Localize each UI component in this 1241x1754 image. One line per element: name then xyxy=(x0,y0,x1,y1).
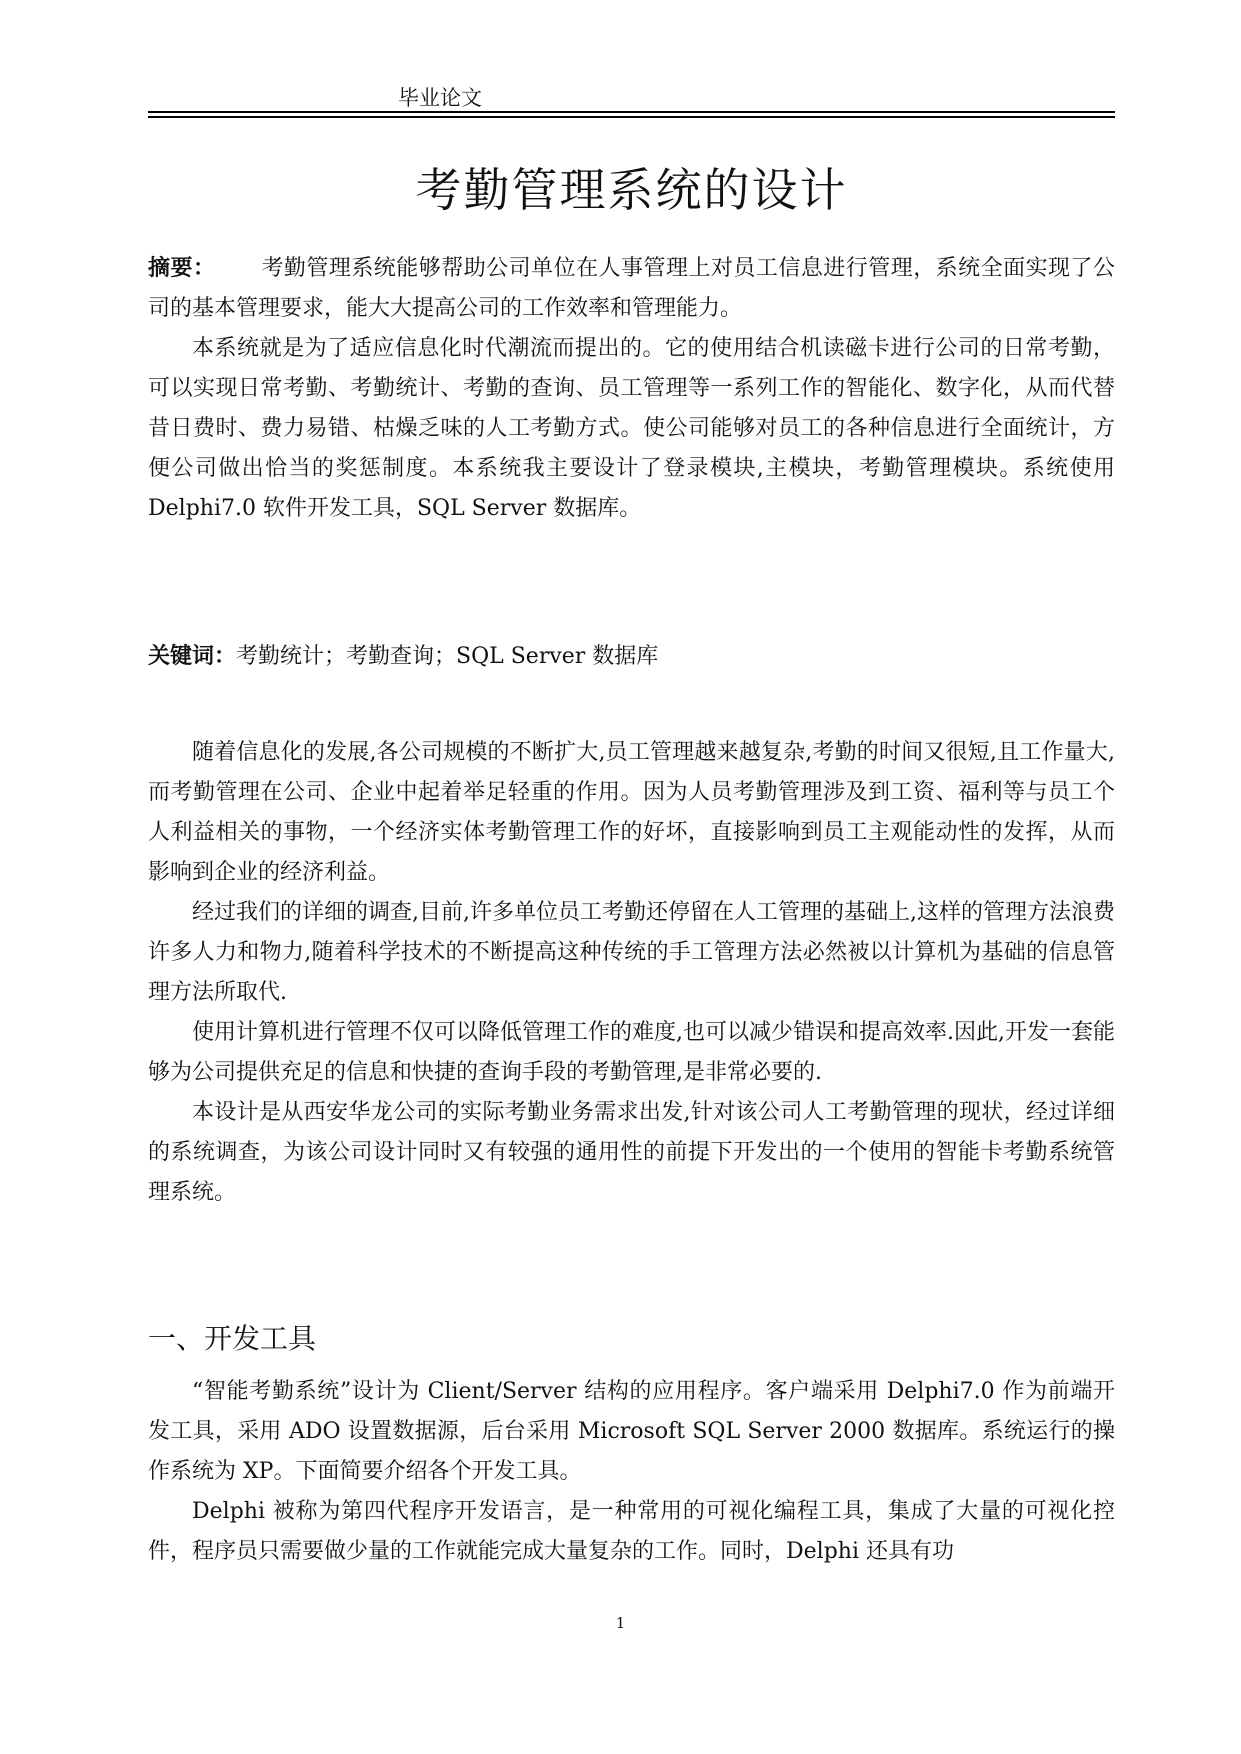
page-title: 考勤管理系统的设计 xyxy=(415,163,848,217)
intro-paragraph-3: 使用计算机进行管理不仅可以降低管理工作的难度,也可以减少错误和提高效率.因此,开发一套能够为公司提供充足的信息和快捷的查询手段的考勤管理,是非常必要的. xyxy=(148,1020,1115,1085)
abstract-section xyxy=(148,249,1115,529)
abstract-paragraph-2: 本系统就是为了适应信息化时代潮流而提出的。它的使用结合机读磁卡进行公司的日常考勤，可以实现日常考勤、考勤统计、考勤的查询、员工管理等一系列工作的智能化、数字化，从而代替昔日费时、费力易错、枯燥乏味的人工考勤方式。使公司能够对员工的各种信息进行全面统计，方便公司做出恰当的奖惩制度。本系统我主要设计了登录模块,主模块，考勤管理模块。系统使用 Delphi7.0 软件开发工具，SQL Server 数据库。 xyxy=(148,336,1115,521)
abstract-paragraph-1 xyxy=(148,249,1115,329)
dev-tools-section xyxy=(148,1372,1115,1572)
abstract-label: 摘要： xyxy=(148,256,216,281)
tools-paragraph-2: Delphi 被称为第四代程序开发语言，是一种常用的可视化编程工具，集成了大量的可视化控件，程序员只需要做少量的工作就能完成大量复杂的工作。同时，Delphi 还具有功 xyxy=(148,1499,1115,1564)
header-text: 毕业论文 xyxy=(398,86,482,110)
section-heading-dev-tools: 一、开发工具 xyxy=(148,1322,317,1355)
abstract-text-1: 考勤管理系统能够帮助公司单位在人事管理上对员工信息进行管理，系统全面实现了公司的基本管理要求，能大大提高公司的工作效率和管理能力。 xyxy=(148,256,1115,321)
header-rule-bottom xyxy=(148,116,1115,118)
keywords-line xyxy=(148,637,658,677)
introduction-section xyxy=(148,733,1115,1213)
intro-paragraph-2: 经过我们的详细的调查,目前,许多单位员工考勤还停留在人工管理的基础上,这样的管理方法浪费许多人力和物力,随着科学技术的不断提高这种传统的手工管理方法必然被以计算机为基础的信息管理方法所取代. xyxy=(148,900,1115,1005)
page-number: 1 xyxy=(615,1614,626,1632)
keywords-label: 关键词： xyxy=(148,644,237,669)
intro-paragraph-4: 本设计是从西安华龙公司的实际考勤业务需求出发,针对该公司人工考勤管理的现状，经过详细的系统调查，为该公司设计同时又有较强的通用性的前提下开发出的一个使用的智能卡考勤系统管理系统。 xyxy=(148,1100,1115,1205)
header-rule-top xyxy=(148,111,1115,113)
intro-paragraph-1: 随着信息化的发展,各公司规模的不断扩大,员工管理越来越复杂,考勤的时间又很短,且工作量大, 而考勤管理在公司、企业中起着举足轻重的作用。因为人员考勤管理涉及到工资、福利等与员工个人利益相关的事物，一个经济实体考勤管理工作的好坏，直接影响到员工主观能动性的发挥，从而影响到企业的经济利益。 xyxy=(148,740,1115,885)
keywords-text: 考勤统计；考勤查询；SQL Server 数据库 xyxy=(236,644,659,669)
tools-paragraph-1: “智能考勤系统”设计为 Client/Server 结构的应用程序。客户端采用 Delphi7.0 作为前端开发工具，采用 ADO 设置数据源，后台采用 Microsoft SQL Server 2000 数据库。系统运行的操作系统为 XP。下面简要介绍各个开发工具。 xyxy=(148,1379,1115,1484)
